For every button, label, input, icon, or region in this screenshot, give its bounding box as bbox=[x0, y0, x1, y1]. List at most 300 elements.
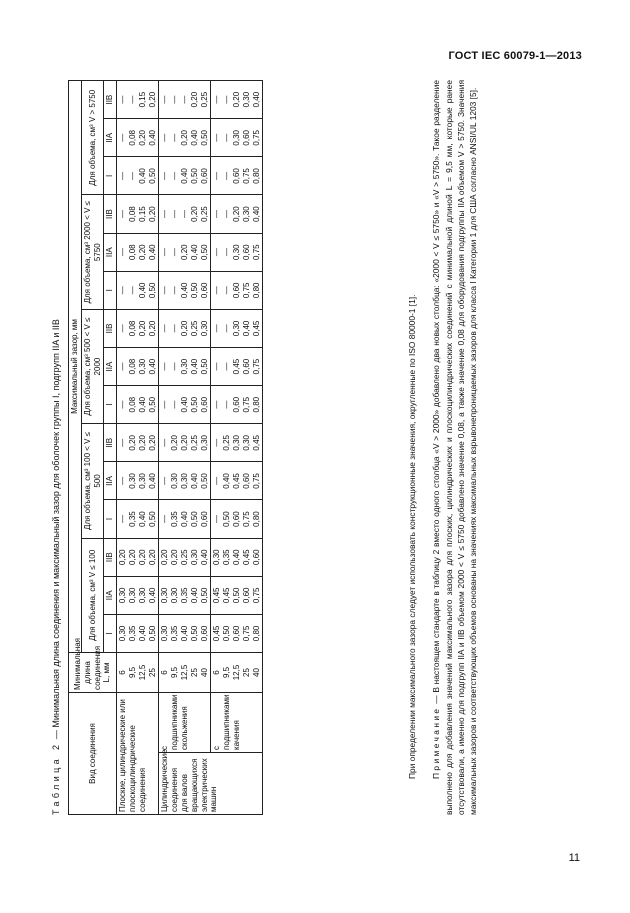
gap-value: 0,30 bbox=[137, 587, 147, 604]
gap-value-cell bbox=[117, 119, 159, 157]
gap-value: 0,75 bbox=[241, 511, 251, 527]
gap-value-cell bbox=[159, 424, 211, 462]
gap-value: — bbox=[212, 133, 222, 142]
gap-value: 0,20 bbox=[189, 91, 199, 108]
gap-value: 0,75 bbox=[251, 244, 261, 260]
gap-value: 0,20 bbox=[137, 320, 147, 337]
bearing-type-cell: с подшипниками качения bbox=[211, 692, 263, 752]
gap-value: — bbox=[170, 133, 180, 142]
min-length-value: 12,5 bbox=[231, 664, 241, 681]
gap-value: — bbox=[212, 476, 222, 485]
gap-value: 0,30 bbox=[137, 358, 147, 375]
gap-value: 0,60 bbox=[199, 168, 209, 184]
gap-value: 0,50 bbox=[189, 396, 199, 413]
subgroup-header: I bbox=[104, 157, 117, 195]
gap-value: 0,75 bbox=[251, 358, 261, 375]
gap-value: 0,25 bbox=[222, 435, 232, 451]
gap-value: 0,50 bbox=[147, 282, 157, 299]
gap-value: 0,30 bbox=[241, 206, 251, 222]
gap-value: 0,30 bbox=[118, 625, 128, 642]
volume-group-header: Для объема, см³ 2000 < V ≤ 5750 bbox=[81, 195, 104, 309]
gap-value-cell bbox=[117, 576, 159, 614]
volume-group-header: Для объема, см³ 100 < V ≤ 500 bbox=[81, 424, 104, 538]
note-main bbox=[430, 80, 479, 815]
gap-value: — bbox=[212, 438, 222, 447]
gap-value-cell bbox=[159, 195, 211, 233]
subgroup-header: IIA bbox=[104, 233, 117, 271]
gap-value: — bbox=[212, 324, 222, 333]
notes bbox=[406, 80, 479, 815]
gap-value: — bbox=[118, 286, 128, 295]
gap-value: 0,30 bbox=[170, 473, 180, 489]
gap-value: 0,20 bbox=[231, 206, 241, 222]
gap-value: 0,20 bbox=[170, 549, 180, 565]
gap-value: 0,45 bbox=[212, 625, 222, 642]
gap-value: — bbox=[170, 286, 180, 295]
gap-value: 0,40 bbox=[189, 587, 199, 604]
gap-value: 0,45 bbox=[222, 587, 232, 604]
table-caption bbox=[46, 80, 66, 815]
gap-value-cell bbox=[117, 424, 159, 462]
gap-value: 0,50 bbox=[189, 282, 199, 299]
gap-value-cell bbox=[159, 347, 211, 385]
gap-value: 0,50 bbox=[199, 473, 209, 489]
gap-value: 0,20 bbox=[137, 130, 147, 146]
gap-value-cell bbox=[159, 386, 211, 424]
gap-value: 0,40 bbox=[179, 282, 189, 299]
min-length-value: 40 bbox=[251, 668, 261, 677]
gap-value: 0,20 bbox=[189, 206, 199, 222]
subgroup-header: IIB bbox=[104, 309, 117, 347]
table-caption-lead: Таблица 2 bbox=[51, 741, 61, 815]
gap-value: 0,60 bbox=[199, 511, 209, 527]
gap-value: 0,15 bbox=[137, 206, 147, 222]
subgroup-header: I bbox=[104, 500, 117, 538]
gap-value: 0,25 bbox=[199, 91, 209, 108]
gap-value: 0,30 bbox=[137, 473, 147, 489]
gap-value: 0,60 bbox=[199, 625, 209, 642]
gap-value-cell bbox=[159, 157, 211, 195]
gap-value: — bbox=[212, 400, 222, 409]
gap-value: — bbox=[179, 95, 189, 104]
gap-value: 0,50 bbox=[222, 625, 232, 642]
gap-value: 0,80 bbox=[251, 396, 261, 413]
gap-value: — bbox=[127, 95, 137, 104]
gap-value: — bbox=[160, 248, 170, 257]
gap-value: 0,75 bbox=[251, 587, 261, 604]
gap-value: — bbox=[160, 210, 170, 219]
subgroup-header: IIA bbox=[104, 119, 117, 157]
gap-value-cell bbox=[117, 157, 159, 195]
gap-value: 0,45 bbox=[251, 435, 261, 451]
gap-value-cell bbox=[211, 233, 263, 271]
gap-value: — bbox=[222, 171, 232, 180]
gap-value: — bbox=[212, 248, 222, 257]
min-length-value: 25 bbox=[147, 668, 157, 677]
gap-value: 0,45 bbox=[251, 320, 261, 337]
gap-value-cell bbox=[211, 500, 263, 538]
gap-value-cell bbox=[117, 271, 159, 309]
gap-value-cell bbox=[159, 576, 211, 614]
header-joint-kind: Вид соединения bbox=[69, 692, 117, 814]
gap-value: 0,40 bbox=[137, 282, 147, 299]
joint-kind-cell: Цилиндрические соединения для валов вращающихся электрических машин bbox=[159, 753, 263, 815]
gap-value-cell bbox=[159, 309, 211, 347]
gap-value: 0,35 bbox=[127, 511, 137, 527]
gap-value: 0,30 bbox=[231, 435, 241, 451]
gap-value: — bbox=[160, 515, 170, 524]
gap-table bbox=[68, 80, 263, 815]
gap-value: — bbox=[160, 400, 170, 409]
gap-value-cell bbox=[159, 119, 211, 157]
gap-value: 0,40 bbox=[189, 130, 199, 146]
gap-value: — bbox=[118, 438, 128, 447]
gap-value: — bbox=[118, 476, 128, 485]
document-header: ГОСТ IEC 60079-1—2013 bbox=[448, 50, 582, 62]
gap-value: 0,40 bbox=[137, 396, 147, 413]
gap-value: 0,40 bbox=[199, 549, 209, 565]
gap-value: — bbox=[212, 210, 222, 219]
gap-value: 0,30 bbox=[160, 625, 170, 642]
min-length-value: 6 bbox=[118, 670, 128, 675]
gap-value: 0,40 bbox=[147, 358, 157, 375]
gap-value: — bbox=[118, 133, 128, 142]
gap-value: — bbox=[222, 286, 232, 295]
gap-value: 0,20 bbox=[137, 244, 147, 260]
gap-value: — bbox=[170, 362, 180, 371]
gap-value: 0,25 bbox=[199, 206, 209, 222]
gap-value: — bbox=[160, 476, 170, 485]
gap-value: 0,30 bbox=[199, 435, 209, 451]
gap-value-cell bbox=[211, 347, 263, 385]
gap-value: 0,40 bbox=[147, 130, 157, 146]
gap-value: 0,40 bbox=[137, 168, 147, 184]
gap-value: — bbox=[118, 515, 128, 524]
gap-value: — bbox=[222, 248, 232, 257]
gap-value: 0,40 bbox=[251, 91, 261, 108]
gap-value-cell bbox=[159, 500, 211, 538]
gap-value: — bbox=[222, 210, 232, 219]
volume-group-header: Для объема, см³ V ≤ 100 bbox=[81, 538, 104, 652]
gap-value: — bbox=[212, 95, 222, 104]
gap-value-cell bbox=[211, 309, 263, 347]
gap-value: 0,50 bbox=[199, 358, 209, 375]
note-rounding: При определении максимального зазора следует использовать конструкционные значения, округленные по ISO 80000-1 [1]. bbox=[407, 294, 417, 779]
gap-value-cell bbox=[211, 576, 263, 614]
gap-value: 0,20 bbox=[147, 549, 157, 565]
gap-value-cell bbox=[117, 347, 159, 385]
min-length-cell bbox=[159, 652, 211, 692]
header-max-gap: Максимальный зазор, мм bbox=[69, 81, 82, 653]
gap-value: — bbox=[212, 362, 222, 371]
gap-value-cell bbox=[159, 538, 211, 576]
gap-value: — bbox=[170, 171, 180, 180]
gap-value: 0,35 bbox=[127, 625, 137, 642]
gap-value: — bbox=[170, 95, 180, 104]
gap-value: — bbox=[222, 400, 232, 409]
gap-value-cell bbox=[117, 500, 159, 538]
gap-value: 0,50 bbox=[231, 587, 241, 604]
min-length-value: 25 bbox=[189, 668, 199, 677]
table-caption-text: — Минимальная длина соединения и максимальный зазор для оболочек группы I, подгрупп IIA и IIB bbox=[51, 319, 61, 742]
gap-value: 0,20 bbox=[160, 549, 170, 565]
gap-value: 0,75 bbox=[251, 473, 261, 489]
gap-value: 0,50 bbox=[147, 168, 157, 184]
gap-value: 0,50 bbox=[199, 587, 209, 604]
gap-value: — bbox=[118, 362, 128, 371]
gap-value: — bbox=[160, 133, 170, 142]
table-row bbox=[159, 81, 211, 815]
gap-value: 0,40 bbox=[189, 473, 199, 489]
gap-value: — bbox=[212, 515, 222, 524]
gap-value: 0,30 bbox=[231, 244, 241, 260]
gap-value: 0,40 bbox=[189, 244, 199, 260]
gap-value-cell bbox=[117, 195, 159, 233]
subgroup-header: I bbox=[104, 271, 117, 309]
table-row bbox=[211, 81, 263, 815]
subgroup-header: IIA bbox=[104, 462, 117, 500]
table-row bbox=[117, 81, 159, 815]
gap-value: — bbox=[118, 171, 128, 180]
gap-value: — bbox=[222, 95, 232, 104]
gap-value: — bbox=[170, 210, 180, 219]
gap-value: — bbox=[170, 248, 180, 257]
gap-value-cell bbox=[159, 462, 211, 500]
note-text: — В настоящем стандарте в таблицу 2 вместо одного столбца «V > 2000» добавлено два новых столбца: «2000 < V ≤ 5750» и «V > 5750». Такое разделение выполнено для добавления значений максимального зазора для плоских, цилиндрических и плоскоцилиндрических соединений с минимальной длиной L = 9,5 мм, которые ранее отсутствовали, а именно для подгрупп IIA и IIB объемом 2000 < V ≤ 5750 добавлено значение 0,08, а также значение 0,08 для оборудования подгруппы IIA объемом V > 5750. Значения максимальных зазоров и соответствующих объемов основаны на значениях максимальных взрывонепроницаемых зазоров для класса I Категории 1 для США согласно ANSI/UL 1203 [5]. bbox=[431, 80, 479, 815]
gap-value: 0,60 bbox=[241, 130, 251, 146]
gap-value: 0,20 bbox=[231, 91, 241, 108]
gap-value: 0,30 bbox=[241, 91, 251, 108]
gap-value: 0,40 bbox=[147, 244, 157, 260]
gap-value-cell bbox=[211, 386, 263, 424]
gap-value: 0,30 bbox=[127, 473, 137, 489]
gap-value: 0,60 bbox=[231, 168, 241, 184]
gap-value: 0,08 bbox=[127, 244, 137, 260]
min-length-value: 12,5 bbox=[179, 664, 189, 681]
gap-value: 0,60 bbox=[231, 625, 241, 642]
gap-value: — bbox=[179, 210, 189, 219]
gap-value: 0,40 bbox=[241, 320, 251, 337]
min-length-value: 12,5 bbox=[137, 664, 147, 681]
gap-value: 0,80 bbox=[251, 625, 261, 642]
gap-value: 0,40 bbox=[179, 396, 189, 413]
gap-value: 0,25 bbox=[189, 435, 199, 451]
gap-value: 0,40 bbox=[179, 625, 189, 642]
subgroup-header: IIB bbox=[104, 424, 117, 462]
gap-value: — bbox=[160, 171, 170, 180]
joint-kind-cell: Плоские, цилиндрические или плоскоцилиндрические соединения bbox=[117, 692, 159, 814]
table-body bbox=[117, 81, 263, 815]
gap-value: — bbox=[118, 324, 128, 333]
gap-value: 0,20 bbox=[147, 435, 157, 451]
gap-value-cell bbox=[211, 195, 263, 233]
gap-value: 0,75 bbox=[241, 625, 251, 642]
gap-value: — bbox=[127, 171, 137, 180]
gap-value: 0,40 bbox=[137, 625, 147, 642]
gap-value: 0,40 bbox=[251, 206, 261, 222]
gap-value: 0,40 bbox=[147, 587, 157, 604]
gap-value: — bbox=[160, 95, 170, 104]
gap-value: 0,20 bbox=[179, 130, 189, 146]
rotated-page-content bbox=[46, 80, 586, 815]
gap-value: 0,30 bbox=[231, 130, 241, 146]
gap-value-cell bbox=[211, 157, 263, 195]
gap-value: 0,20 bbox=[137, 435, 147, 451]
gap-value: 0,50 bbox=[189, 511, 199, 527]
gap-value: — bbox=[118, 210, 128, 219]
gap-value: 0,40 bbox=[179, 168, 189, 184]
note-lead: Примечание bbox=[431, 706, 442, 779]
gap-value: 0,30 bbox=[189, 549, 199, 565]
gap-value: 0,30 bbox=[160, 587, 170, 604]
min-length-value: 25 bbox=[241, 668, 251, 677]
gap-value: 0,20 bbox=[179, 244, 189, 260]
subgroup-header: IIA bbox=[104, 576, 117, 614]
min-length-value: 9,5 bbox=[127, 666, 137, 679]
gap-value: 0,30 bbox=[199, 320, 209, 337]
gap-value: 0,60 bbox=[241, 587, 251, 604]
subgroup-header: I bbox=[104, 386, 117, 424]
gap-value-cell bbox=[159, 614, 211, 652]
gap-value: — bbox=[212, 286, 222, 295]
gap-value: 0,45 bbox=[241, 549, 251, 565]
gap-value: 0,20 bbox=[137, 549, 147, 565]
gap-value: 0,80 bbox=[251, 511, 261, 527]
gap-value: 0,50 bbox=[199, 130, 209, 146]
gap-value-cell bbox=[159, 81, 211, 119]
volume-group-header: Для объема, см³ 500 < V ≤ 2000 bbox=[81, 309, 104, 423]
min-length-value: 9,5 bbox=[170, 666, 180, 679]
gap-value: 0,08 bbox=[127, 358, 137, 375]
min-length-value: 6 bbox=[160, 670, 170, 675]
gap-value: 0,35 bbox=[170, 625, 180, 642]
gap-value-cell bbox=[117, 462, 159, 500]
gap-value: 0,40 bbox=[147, 473, 157, 489]
gap-value: 0,40 bbox=[179, 511, 189, 527]
gap-value: 0,30 bbox=[179, 358, 189, 375]
gap-value: 0,40 bbox=[189, 358, 199, 375]
gap-value: 0,30 bbox=[231, 320, 241, 337]
gap-value-cell bbox=[211, 462, 263, 500]
gap-value: 0,20 bbox=[127, 549, 137, 565]
gap-value: 0,25 bbox=[179, 549, 189, 565]
gap-value: 0,08 bbox=[127, 320, 137, 337]
gap-value: 0,20 bbox=[147, 91, 157, 108]
gap-value: 0,40 bbox=[222, 473, 232, 489]
gap-value-cell bbox=[117, 81, 159, 119]
gap-value: 0,20 bbox=[127, 435, 137, 451]
gap-value: 0,45 bbox=[212, 587, 222, 604]
gap-value-cell bbox=[117, 386, 159, 424]
min-length-value: 9,5 bbox=[222, 666, 232, 679]
gap-value: — bbox=[118, 95, 128, 104]
gap-value: 0,80 bbox=[251, 282, 261, 299]
gap-value-cell bbox=[211, 119, 263, 157]
gap-value: 0,50 bbox=[189, 625, 199, 642]
gap-value: 0,50 bbox=[199, 244, 209, 260]
gap-value: 0,20 bbox=[147, 320, 157, 337]
gap-value: 0,30 bbox=[118, 587, 128, 604]
gap-value: 0,30 bbox=[127, 587, 137, 604]
gap-value: — bbox=[118, 248, 128, 257]
gap-value: 0,25 bbox=[189, 320, 199, 337]
gap-value-cell bbox=[159, 233, 211, 271]
gap-value: 0,75 bbox=[251, 130, 261, 146]
gap-value: 0,50 bbox=[147, 511, 157, 527]
subgroup-header: IIB bbox=[104, 538, 117, 576]
gap-value: — bbox=[170, 324, 180, 333]
gap-value-cell bbox=[211, 538, 263, 576]
gap-value: 0,80 bbox=[251, 168, 261, 184]
gap-value: 0,60 bbox=[241, 473, 251, 489]
header-min-length: Минимальная длина соединения L, мм bbox=[69, 652, 117, 692]
gap-value: 0,75 bbox=[241, 282, 251, 299]
gap-value: 0,60 bbox=[199, 282, 209, 299]
gap-value: 0,08 bbox=[127, 396, 137, 413]
gap-value: 0,40 bbox=[137, 511, 147, 527]
subgroup-header: I bbox=[104, 614, 117, 652]
gap-value: — bbox=[127, 286, 137, 295]
gap-value: 0,30 bbox=[179, 473, 189, 489]
gap-value: 0,50 bbox=[189, 168, 199, 184]
gap-value: — bbox=[212, 171, 222, 180]
gap-value: 0,60 bbox=[231, 282, 241, 299]
gap-value: 0,20 bbox=[179, 435, 189, 451]
gap-value: 0,60 bbox=[231, 396, 241, 413]
gap-value: — bbox=[222, 362, 232, 371]
volume-group-header: Для объема, см³ V > 5750 bbox=[81, 81, 104, 195]
gap-value: 0,45 bbox=[231, 473, 241, 489]
gap-value: 0,20 bbox=[179, 320, 189, 337]
gap-value: 0,40 bbox=[231, 549, 241, 565]
subgroup-header: IIB bbox=[104, 81, 117, 119]
gap-value: 0,30 bbox=[241, 435, 251, 451]
gap-value: — bbox=[170, 400, 180, 409]
subgroup-header: IIA bbox=[104, 347, 117, 385]
gap-value-cell bbox=[211, 614, 263, 652]
gap-value: — bbox=[160, 286, 170, 295]
gap-value: 0,75 bbox=[241, 168, 251, 184]
gap-value-cell bbox=[211, 424, 263, 462]
gap-value: — bbox=[222, 133, 232, 142]
gap-value-cell bbox=[211, 81, 263, 119]
gap-value: 0,60 bbox=[231, 511, 241, 527]
gap-value: — bbox=[160, 324, 170, 333]
min-length-value: 40 bbox=[199, 668, 209, 677]
gap-value: 0,20 bbox=[118, 549, 128, 565]
gap-value: 0,50 bbox=[147, 396, 157, 413]
gap-value: 0,08 bbox=[127, 130, 137, 146]
gap-value: 0,75 bbox=[241, 396, 251, 413]
gap-value: 0,30 bbox=[170, 587, 180, 604]
min-length-cell bbox=[211, 652, 263, 692]
gap-value: 0,60 bbox=[241, 358, 251, 375]
gap-value: — bbox=[160, 438, 170, 447]
gap-value: 0,08 bbox=[127, 206, 137, 222]
gap-value-cell bbox=[159, 271, 211, 309]
subgroup-header: IIB bbox=[104, 195, 117, 233]
gap-value-cell bbox=[117, 233, 159, 271]
gap-value: — bbox=[160, 362, 170, 371]
gap-value-cell bbox=[117, 614, 159, 652]
min-length-value: 6 bbox=[212, 670, 222, 675]
min-length-cell bbox=[117, 652, 159, 692]
gap-value: 0,60 bbox=[251, 549, 261, 565]
gap-value: 0,60 bbox=[241, 244, 251, 260]
gap-value-cell bbox=[211, 271, 263, 309]
gap-value: 0,45 bbox=[231, 358, 241, 375]
gap-value-cell bbox=[117, 309, 159, 347]
